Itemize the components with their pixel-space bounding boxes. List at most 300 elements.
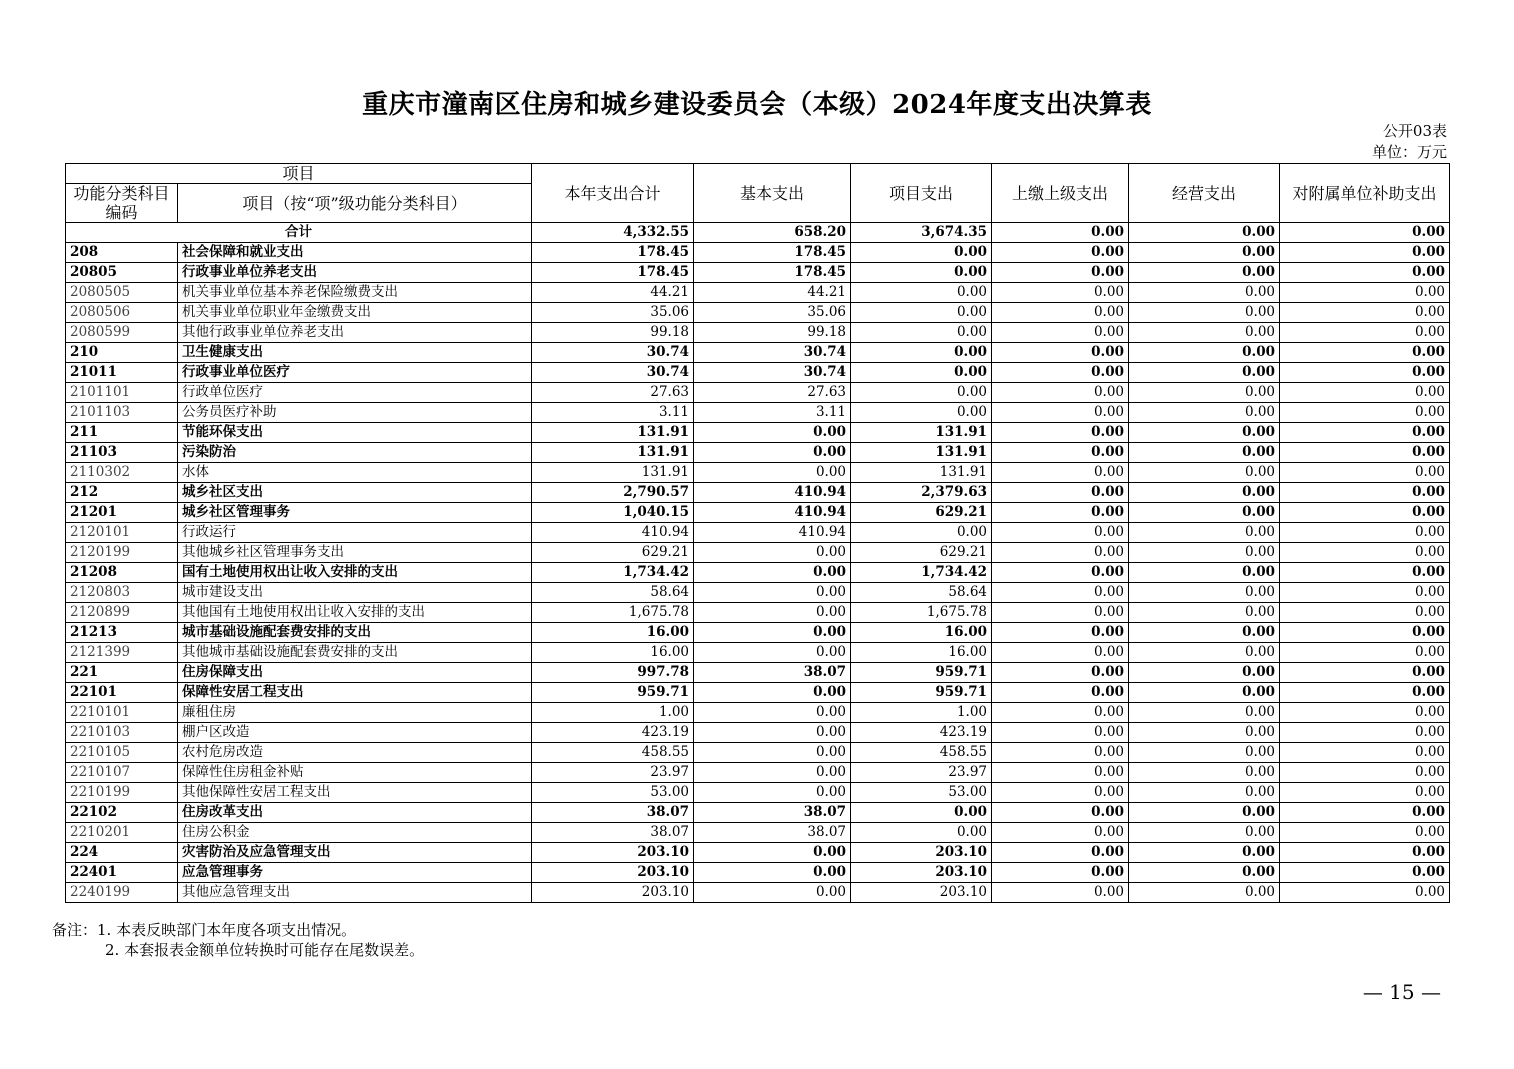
table-row [66,883,1450,903]
row-value: 0.00 [1280,463,1450,483]
row-value: 30.74 [694,343,851,363]
row-value: 1.00 [851,703,992,723]
row-value: 0.00 [694,463,851,483]
total-row [66,223,1450,243]
row-name: 社会保障和就业支出 [178,243,532,263]
table-row [66,583,1450,603]
row-value: 0.00 [992,803,1129,823]
table-row [66,803,1450,823]
table-row [66,743,1450,763]
row-value: 0.00 [992,343,1129,363]
row-value: 16.00 [532,623,694,643]
note-line-1: 备注：1. 本表反映部门本年度各项支出情况。 [52,921,357,939]
row-value: 58.64 [532,583,694,603]
row-value: 38.07 [694,803,851,823]
table-row [66,263,1450,283]
row-value: 0.00 [992,483,1129,503]
table-header [66,164,1450,223]
total-cell: 658.20 [694,223,851,243]
row-value: 0.00 [1129,483,1280,503]
table-row [66,643,1450,663]
row-value: 1,675.78 [532,603,694,623]
row-code: 2080599 [66,323,178,343]
row-value: 0.00 [694,543,851,563]
row-value: 99.18 [694,323,851,343]
row-value: 0.00 [694,623,851,643]
row-name: 机关事业单位职业年金缴费支出 [178,303,532,323]
row-code: 21011 [66,363,178,383]
row-code: 208 [66,243,178,263]
row-name: 应急管理事务 [178,863,532,883]
row-value: 53.00 [851,783,992,803]
row-code: 2120803 [66,583,178,603]
row-value: 0.00 [1129,523,1280,543]
row-value: 203.10 [532,863,694,883]
row-value: 410.94 [694,503,851,523]
total-cell: 0.00 [992,223,1129,243]
row-name: 行政运行 [178,523,532,543]
row-value: 0.00 [1280,883,1450,903]
row-value: 0.00 [1280,743,1450,763]
row-value: 0.00 [1280,303,1450,323]
row-value: 0.00 [992,403,1129,423]
row-value: 0.00 [1280,283,1450,303]
row-value: 35.06 [694,303,851,323]
row-name: 保障性安居工程支出 [178,683,532,703]
row-value: 0.00 [1280,703,1450,723]
row-code: 212 [66,483,178,503]
table-row [66,563,1450,583]
row-name: 城乡社区支出 [178,483,532,503]
row-code: 21201 [66,503,178,523]
row-value: 0.00 [1280,783,1450,803]
row-value: 0.00 [992,683,1129,703]
row-value: 131.91 [851,423,992,443]
row-value: 38.07 [694,823,851,843]
row-value: 0.00 [992,503,1129,523]
total-label: 合计 [66,223,532,243]
row-code: 211 [66,423,178,443]
header-total: 本年支出合计 [532,164,694,223]
row-name: 保障性住房租金补贴 [178,763,532,783]
row-value: 0.00 [992,583,1129,603]
row-value: 0.00 [851,803,992,823]
row-value: 1,675.78 [851,603,992,623]
row-value: 203.10 [851,863,992,883]
row-code: 22102 [66,803,178,823]
row-code: 2120199 [66,543,178,563]
total-cell: 4,332.55 [532,223,694,243]
row-value: 0.00 [694,603,851,623]
row-value: 0.00 [992,543,1129,563]
table-row [66,783,1450,803]
table-row [66,723,1450,743]
row-value: 0.00 [992,383,1129,403]
row-value: 0.00 [1129,843,1280,863]
row-value: 0.00 [694,563,851,583]
row-value: 0.00 [1280,723,1450,743]
row-value: 0.00 [1129,703,1280,723]
row-value: 0.00 [992,743,1129,763]
table-row [66,463,1450,483]
row-value: 0.00 [1129,743,1280,763]
table-row [66,703,1450,723]
row-value: 0.00 [851,303,992,323]
row-code: 221 [66,663,178,683]
row-name: 国有土地使用权出让收入安排的支出 [178,563,532,583]
row-value: 0.00 [1280,523,1450,543]
row-value: 131.91 [532,463,694,483]
row-value: 27.63 [694,383,851,403]
row-value: 0.00 [694,683,851,703]
table-row [66,683,1450,703]
row-value: 959.71 [532,683,694,703]
row-value: 0.00 [992,763,1129,783]
row-name: 公务员医疗补助 [178,403,532,423]
row-value: 0.00 [1280,243,1450,263]
row-value: 458.55 [532,743,694,763]
row-code: 2210101 [66,703,178,723]
row-name: 其他城市基础设施配套费安排的支出 [178,643,532,663]
header-code: 功能分类科目编码 [66,184,178,223]
row-value: 0.00 [851,523,992,543]
row-code: 2080505 [66,283,178,303]
row-value: 0.00 [1129,403,1280,423]
row-value: 0.00 [1129,443,1280,463]
row-name: 其他保障性安居工程支出 [178,783,532,803]
row-value: 0.00 [1280,383,1450,403]
row-code: 21208 [66,563,178,583]
row-value: 203.10 [851,843,992,863]
row-code: 20805 [66,263,178,283]
row-value: 0.00 [1280,443,1450,463]
header-name: 项目（按“项”级功能分类科目） [178,184,532,223]
row-value: 0.00 [992,283,1129,303]
row-value: 0.00 [992,443,1129,463]
row-value: 203.10 [532,883,694,903]
row-value: 0.00 [992,783,1129,803]
row-value: 30.74 [532,343,694,363]
table-row [66,323,1450,343]
table-row [66,863,1450,883]
row-value: 0.00 [694,703,851,723]
row-code: 2210105 [66,743,178,763]
row-value: 0.00 [851,343,992,363]
row-name: 棚户区改造 [178,723,532,743]
table-row [66,763,1450,783]
row-code: 2210107 [66,763,178,783]
row-name: 行政事业单位养老支出 [178,263,532,283]
row-code: 2101103 [66,403,178,423]
header-project-exp: 项目支出 [851,164,992,223]
row-value: 0.00 [694,583,851,603]
row-value: 0.00 [992,563,1129,583]
row-value: 178.45 [532,243,694,263]
row-name: 行政单位医疗 [178,383,532,403]
row-code: 2080506 [66,303,178,323]
row-value: 0.00 [1129,723,1280,743]
row-value: 58.64 [851,583,992,603]
row-value: 1.00 [532,703,694,723]
table-row [66,423,1450,443]
unit-label: 单位：万元 [1371,143,1447,161]
row-value: 0.00 [1280,563,1450,583]
row-value: 0.00 [851,263,992,283]
table-row [66,303,1450,323]
row-value: 0.00 [1280,803,1450,823]
header-basic: 基本支出 [694,164,851,223]
row-value: 16.00 [532,643,694,663]
row-value: 0.00 [992,463,1129,483]
page-number: — 15 — [1362,980,1441,1004]
row-value: 0.00 [851,363,992,383]
row-value: 0.00 [1280,603,1450,623]
row-value: 0.00 [1129,423,1280,443]
row-value: 16.00 [851,623,992,643]
row-value: 3.11 [694,403,851,423]
row-value: 0.00 [1129,763,1280,783]
row-code: 22401 [66,863,178,883]
row-value: 959.71 [851,683,992,703]
row-value: 131.91 [532,443,694,463]
row-value: 0.00 [851,323,992,343]
row-value: 30.74 [532,363,694,383]
row-value: 410.94 [532,523,694,543]
row-value: 0.00 [1129,783,1280,803]
row-value: 0.00 [992,723,1129,743]
row-value: 27.63 [532,383,694,403]
row-value: 0.00 [694,643,851,663]
row-code: 21103 [66,443,178,463]
row-value: 0.00 [694,763,851,783]
row-code: 2110302 [66,463,178,483]
row-value: 99.18 [532,323,694,343]
row-name: 城市基础设施配套费安排的支出 [178,623,532,643]
total-cell: 3,674.35 [851,223,992,243]
row-value: 0.00 [1129,663,1280,683]
row-code: 210 [66,343,178,363]
row-value: 23.97 [851,763,992,783]
row-value: 0.00 [1280,543,1450,563]
notes [52,920,424,960]
row-name: 城市建设支出 [178,583,532,603]
header-business: 经营支出 [1129,164,1280,223]
row-code: 2101101 [66,383,178,403]
row-value: 0.00 [1129,283,1280,303]
row-value: 0.00 [1280,863,1450,883]
row-value: 0.00 [851,243,992,263]
row-value: 0.00 [1280,343,1450,363]
row-value: 0.00 [694,723,851,743]
row-value: 35.06 [532,303,694,323]
row-value: 0.00 [1129,323,1280,343]
row-value: 0.00 [992,823,1129,843]
row-value: 0.00 [1129,803,1280,823]
row-value: 0.00 [1280,643,1450,663]
row-value: 0.00 [1129,243,1280,263]
row-value: 0.00 [992,703,1129,723]
row-value: 0.00 [992,623,1129,643]
row-value: 0.00 [992,243,1129,263]
row-name: 其他城乡社区管理事务支出 [178,543,532,563]
row-value: 44.21 [532,283,694,303]
row-value: 0.00 [1129,643,1280,663]
row-value: 0.00 [1129,263,1280,283]
row-value: 3.11 [532,403,694,423]
row-value: 178.45 [532,263,694,283]
row-value: 629.21 [851,503,992,523]
row-value: 0.00 [1280,763,1450,783]
row-name: 节能环保支出 [178,423,532,443]
table-row [66,283,1450,303]
row-value: 0.00 [1280,263,1450,283]
page-title: 重庆市潼南区住房和城乡建设委员会（本级）2024年度支出决算表 [362,90,1152,120]
row-value: 0.00 [1129,823,1280,843]
row-value: 2,379.63 [851,483,992,503]
row-value: 23.97 [532,763,694,783]
row-value: 0.00 [851,823,992,843]
row-value: 629.21 [532,543,694,563]
row-value: 30.74 [694,363,851,383]
table-row [66,823,1450,843]
row-value: 410.94 [694,483,851,503]
row-code: 224 [66,843,178,863]
row-value: 0.00 [694,843,851,863]
row-value: 0.00 [992,303,1129,323]
row-code: 2120101 [66,523,178,543]
table-row [66,483,1450,503]
row-value: 1,734.42 [532,563,694,583]
row-name: 住房改革支出 [178,803,532,823]
row-value: 0.00 [1129,583,1280,603]
table-row [66,523,1450,543]
table-row [66,363,1450,383]
header-project: 项目 [66,164,532,184]
row-value: 131.91 [532,423,694,443]
row-code: 2210199 [66,783,178,803]
row-value: 1,734.42 [851,563,992,583]
row-value: 0.00 [694,743,851,763]
row-value: 38.07 [532,823,694,843]
row-name: 污染防治 [178,443,532,463]
row-value: 0.00 [992,363,1129,383]
table-row [66,843,1450,863]
row-value: 0.00 [694,443,851,463]
header-subsidy: 对附属单位补助支出 [1280,164,1450,223]
row-value: 0.00 [992,663,1129,683]
row-value: 178.45 [694,263,851,283]
row-code: 2121399 [66,643,178,663]
row-value: 0.00 [992,323,1129,343]
row-value: 0.00 [992,643,1129,663]
row-value: 0.00 [694,423,851,443]
row-value: 38.07 [694,663,851,683]
row-value: 997.78 [532,663,694,683]
header-upper: 上缴上级支出 [992,164,1129,223]
row-value: 0.00 [694,783,851,803]
table-row [66,603,1450,623]
table-row [66,343,1450,363]
row-value: 0.00 [1129,463,1280,483]
row-name: 灾害防治及应急管理支出 [178,843,532,863]
row-value: 0.00 [1280,363,1450,383]
row-value: 0.00 [694,883,851,903]
row-name: 水体 [178,463,532,483]
row-value: 0.00 [992,883,1129,903]
row-value: 0.00 [1129,543,1280,563]
table-row [66,403,1450,423]
row-value: 0.00 [1280,823,1450,843]
row-value: 0.00 [1129,603,1280,623]
row-value: 423.19 [851,723,992,743]
row-value: 203.10 [532,843,694,863]
row-name: 其他国有土地使用权出让收入安排的支出 [178,603,532,623]
row-value: 0.00 [1129,563,1280,583]
table-row [66,623,1450,643]
row-name: 其他应急管理支出 [178,883,532,903]
row-value: 2,790.57 [532,483,694,503]
expenditure-table [65,163,1450,903]
total-cell: 0.00 [1280,223,1450,243]
row-value: 0.00 [1129,383,1280,403]
row-value: 0.00 [851,283,992,303]
row-value: 0.00 [1280,483,1450,503]
row-value: 0.00 [1280,683,1450,703]
row-value: 0.00 [992,843,1129,863]
row-value: 959.71 [851,663,992,683]
row-value: 0.00 [992,523,1129,543]
row-name: 住房公积金 [178,823,532,843]
row-value: 16.00 [851,643,992,663]
row-value: 131.91 [851,443,992,463]
row-code: 22101 [66,683,178,703]
row-value: 0.00 [1280,843,1450,863]
table-row [66,383,1450,403]
row-value: 0.00 [694,863,851,883]
row-value: 458.55 [851,743,992,763]
row-value: 131.91 [851,463,992,483]
row-value: 629.21 [851,543,992,563]
row-value: 0.00 [1280,503,1450,523]
note-line-2: 2. 本套报表金额单位转换时可能存在尾数误差。 [105,941,425,959]
row-value: 0.00 [1129,623,1280,643]
row-value: 0.00 [1280,323,1450,343]
row-value: 0.00 [1129,683,1280,703]
row-value: 0.00 [1129,303,1280,323]
row-value: 53.00 [532,783,694,803]
row-code: 21213 [66,623,178,643]
table-row [66,243,1450,263]
row-value: 0.00 [992,603,1129,623]
row-value: 0.00 [851,383,992,403]
row-value: 0.00 [1280,663,1450,683]
row-value: 0.00 [1280,423,1450,443]
row-value: 0.00 [992,263,1129,283]
table-row [66,663,1450,683]
row-value: 0.00 [1129,343,1280,363]
row-name: 行政事业单位医疗 [178,363,532,383]
row-value: 203.10 [851,883,992,903]
row-value: 0.00 [1280,583,1450,603]
row-name: 卫生健康支出 [178,343,532,363]
row-value: 0.00 [1280,623,1450,643]
row-name: 农村危房改造 [178,743,532,763]
row-value: 0.00 [992,423,1129,443]
row-value: 0.00 [1129,503,1280,523]
row-value: 410.94 [694,523,851,543]
row-code: 2120899 [66,603,178,623]
row-code: 2240199 [66,883,178,903]
